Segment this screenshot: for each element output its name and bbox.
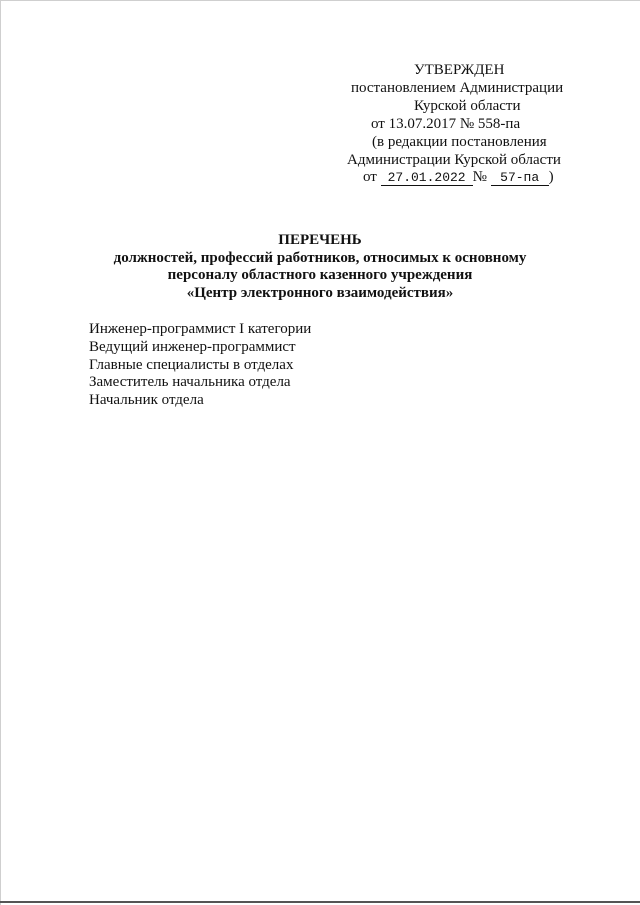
approval-line-6 — [363, 168, 554, 186]
list-item: Главные специалисты в отделах — [89, 357, 294, 373]
scan-edge-bottom — [0, 901, 640, 903]
title-line-1: должностей, профессий работников, относимых к основному — [113, 250, 527, 266]
approval-line-3: от 13.07.2017 № 558-па — [371, 116, 521, 132]
title-line-2: персоналу областного казенного учреждения — [167, 267, 473, 283]
approval-line-2: Курской области — [414, 98, 521, 114]
closing-paren: ) — [548, 169, 554, 185]
list-item: Заместитель начальника отдела — [89, 374, 291, 390]
title-line-3: «Центр электронного взаимодействия» — [186, 285, 454, 301]
from-prefix: от — [363, 169, 377, 185]
scan-edge-left — [0, 0, 1, 905]
approval-line-1: постановлением Администрации — [351, 80, 564, 96]
number-field: 57-па — [491, 170, 549, 186]
scan-edge-top — [0, 0, 640, 1]
approval-line-4: (в редакции постановления — [372, 134, 547, 150]
document-title: ПЕРЕЧЕНЬ — [278, 232, 362, 248]
number-sign: № — [472, 169, 487, 185]
list-item: Инженер-программист I категории — [89, 321, 312, 337]
list-item: Начальник отдела — [89, 392, 204, 408]
list-item: Ведущий инженер-программист — [89, 339, 296, 355]
approval-line-5: Администрации Курской области — [347, 152, 561, 168]
approval-heading: УТВЕРЖДЕН — [414, 62, 505, 78]
date-field: 27.01.2022 — [381, 170, 473, 186]
